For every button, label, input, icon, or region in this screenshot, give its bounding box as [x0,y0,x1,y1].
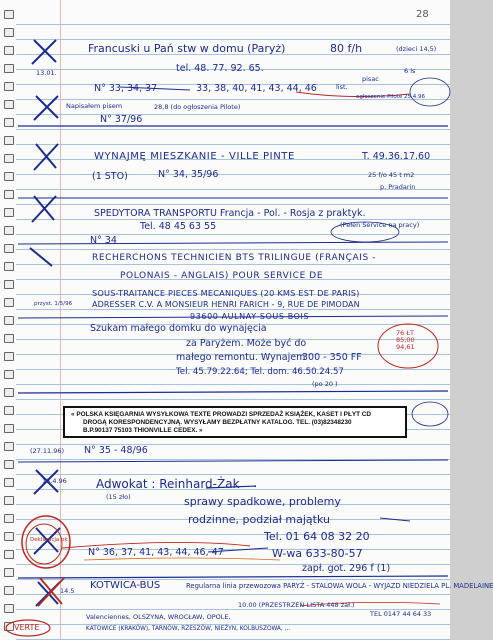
orange-underline [84,558,280,560]
entry-line: W-wa 633-80-57 [272,547,363,560]
page-number: 28 [416,9,429,20]
ad-line: B.P.90137 75103 THIONVILLE CEDEX. » [83,427,203,434]
entry-line: 93600 AULNAY SOUS BOIS [190,312,310,321]
entry-side: (15 zło) [106,493,131,501]
entry-desc: Regularna linia przewozowa PARYŻ - STALOWA WOLA - WYJAZD NIEDZIELA PL. MADELAINE [186,582,493,590]
entry-date: 14.5 [60,587,75,595]
ad-line: « POLSKA KSIĘGARNIA WYSYŁKOWA TEXTE PROWADZI SPRZEDAŻ KSIĄŻEK, KASET I PŁYT CD [71,411,372,418]
entry-rent: 25 f/o 45 t m2 [368,171,415,179]
entry-line: SOUS-TRAITANCE PIECES MECANIQUES (20 KMS EST DE PARIS) [92,288,360,298]
entry-note-letter: list. [336,83,348,91]
entry-note-write: pisac [362,75,379,83]
verte-note: VERTE [14,623,40,632]
entry-line: za Paryżem. Może być do [186,338,307,349]
entry-margin-note: przyst. 1/5/96 [34,301,73,307]
entry-line: rodzinne, podział majątku [188,513,330,526]
entry-extra: (po 20 ) [312,380,338,388]
separator-line [18,576,448,578]
entry-line: Szukam małego domku do wynajęcia [90,323,267,334]
entry-side-note: 6 ls [404,67,416,75]
entry-date: 13.4.96 [42,477,67,485]
entry-line: małego remontu. Wynajem [176,352,306,363]
separator-line [18,391,448,393]
entry-number: N° 36, 37, 41, 43, 44, 46, 47 [88,547,224,558]
entry-title: KOTWICA-BUS [90,580,161,591]
entry-line: POLONAIS - ANGLAIS) POUR SERVICE DE [120,271,324,281]
entry-note: (Pełen Service na pracy) [340,221,420,229]
entry-written: Napisałem pisem [66,102,123,110]
entry-number: N° 34 [90,235,117,246]
entry-tel: TEL 0147 44 64 33 [370,610,432,618]
entry-duration: (1 STO) [92,171,128,182]
entry-note: N° 35 - 48/96 [84,445,148,456]
note-oval [410,78,450,106]
entry-title: WYNAJMĘ MIESZKANIE - VILLE PINTE [94,151,295,162]
entry-title: SPEDYTORA TRANSPORTU Francja - Pol. - Rosja z praktyk. [94,208,366,219]
entry-tel: Tel. 01 64 08 32 20 [264,530,370,543]
entry-note: p. Pradarin [380,183,416,191]
ad-line: DROGĄ KORESPONDENCYJNĄ. WYSYŁAMY BEZPŁATNY KATALOG. TEL. (03)82348230 [83,419,352,426]
entry-note: (27.11.96) [30,447,65,455]
entry-title: Francuski u Pań stw w domu (Paryż) [88,42,286,55]
entry-line: ADRESSER C.V. A MONSIEUR HENRI FARICH - 9, RUE DE PIMODAN [92,300,360,309]
entry-number: N° 33, 34, 37 [94,83,158,94]
entry-note: zapł. got. 296 f (1) [302,563,391,574]
entry-line: 10.00 (PRZESTRZEŃ-LISTA 448 zał.) [238,601,355,609]
entry-rate: 80 f/h [330,42,363,55]
entry-date: 13.01. [36,69,57,77]
entry-line: RECHERCHONS TECHNICIEN BTS TRILINGUE (FRANÇAIS - [92,253,377,263]
entry-side-small: ogłoszenie Pilote 25.4.96 [356,94,425,100]
entry-line: KATOWICE (KRAKÓW), TARNÓW, RZESZÓW, NIEŻYN, KOLBUSZOWA, ... [86,626,291,632]
entry-tel: T. 49.36.17.60 [362,151,431,162]
separator-line [18,460,448,462]
entry-sub-number: N° 37/96 [100,114,143,125]
note-oval [412,402,448,426]
entry-number-list: 33, 38, 40, 41, 43, 44, 46 [196,83,317,94]
entry-rent: 300 - 350 FF [302,352,362,363]
entry-circle-note: Deklaracja ok [30,537,68,543]
printed-ad-clipping [63,406,407,438]
entry-tel: Tel. 48 45 63 55 [140,221,217,232]
entry-side-note: 76 ŁT 85,00 94,61 [396,329,415,351]
strike-line [380,518,410,521]
entry-line: Valenciennes, OLSZYNA, WROCŁAW, OPOLE, [86,613,231,621]
entry-tel: tel. 48. 77. 92. 65. [176,63,264,74]
entry-number: N° 34, 35/96 [158,169,219,180]
entry-line: sprawy spadkowe, problemy [184,495,341,508]
cross-mark [30,40,60,606]
entry-note: (dzieci 14,5) [396,45,437,53]
entry-tel: Tel. 45.79.22.64; Tel. dom. 46.50.24.57 [176,367,344,377]
entry-result: 28,8 (do ogłoszenia Pilote) [154,103,241,111]
entry-title: Adwokat : Reinhard-Żak [96,477,240,491]
separator-line [18,242,448,244]
